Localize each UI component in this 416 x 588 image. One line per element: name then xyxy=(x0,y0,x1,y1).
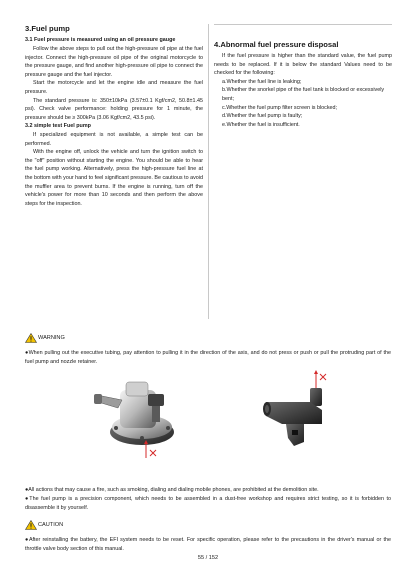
warning-bullet-no-fire: ●All actions that may cause a fire, such as smoking, dialing and dialing mobile phones, are prohibited at the demolition site. xyxy=(25,487,319,493)
warning-label-text: WARNING xyxy=(38,334,65,341)
paragraph-standard-pressure: The standard pressure is: 350±10kPa (3.57±0.1 Kgf/cm2, 50.8±1.45 psi). Check valve performance: holding pressure for 1 minute, the pressure should be ≥ 300kPa (3.06 Kgf/cm2, 43.5 psi). xyxy=(25,97,203,121)
fuel-pump-assembly-image xyxy=(92,372,184,460)
warning-bullet-pull-tubing: ●When pulling out the executive tubing, pay attention to pulling it in the direction of the axis, and do not press or push or pull the protruding part of the fuel pump and nozzle retainer. xyxy=(25,350,391,365)
page-number: 55 / 152 xyxy=(197,555,219,561)
warning-bullet-precision-component: ●The fuel pump is a precision component, which needs to be assembled in a dust-free workshop and requires strict testing, so it is forbidden to disassemble it by yourself. xyxy=(25,496,391,511)
subsection-title-pressure-gauge: 3.1 Fuel pressure is measured using an oil pressure gauge xyxy=(25,37,176,43)
right-column-top-rule xyxy=(214,24,392,25)
checklist xyxy=(214,78,392,130)
caution-label xyxy=(25,520,63,530)
column-divider xyxy=(208,24,209,319)
warning-triangle-icon xyxy=(25,333,37,343)
caution-label-text: CAUTION xyxy=(38,521,64,528)
subsection-title-simple-test: 3.2 simple test Fuel pump xyxy=(25,123,91,130)
paragraph-higher-than-standard: If the fuel pressure is higher than the standard value, the fuel pump needs to be replaced. If it is below the standard Values need to be checked for the following: xyxy=(214,53,392,77)
list-item: d.Whether the fuel pump is faulty; xyxy=(222,113,303,120)
paragraph-simple-test-steps: With the engine off, unlock the vehicle and turn the ignition switch to the "off" position without starting the engine. You should be able to hear the fuel pump working. Alternatively, press the high-pressure fuel line at the bottom with your hand to feel significant pressure. Be cautious to avoid the muffler area to prevent burns. If the engine is running, turn off the vehicle's power for more than 10 seconds and then perform the above steps for the inspection. xyxy=(25,149,203,207)
right-column xyxy=(214,24,392,129)
paragraph-no-equipment: If specialized equipment is not available, a simple test can be performed. xyxy=(25,131,203,147)
warning-label xyxy=(25,333,65,343)
nozzle-retainer-image xyxy=(258,368,342,452)
list-item: e.Whether the fuel is insufficient. xyxy=(222,121,300,128)
caution-bullet-reset-efi: ●After reinstalling the battery, the EFI system needs to be reset. For specific operation, please refer to the precautions in the driver's manual or the throttle valve body section of this manual. xyxy=(25,537,391,552)
list-item: c.Whether the fuel pump filter screen is blocked; xyxy=(222,104,338,111)
section-title-fuel-pump: 3.Fuel pump xyxy=(25,24,70,33)
section-title-abnormal-pressure: 4.Abnormal fuel pressure disposal xyxy=(214,40,339,49)
list-item: a.Whether the fuel line is leaking; xyxy=(222,78,302,85)
caution-triangle-icon xyxy=(25,520,37,530)
paragraph-pull-pipe: Follow the above steps to pull out the high-pressure oil pipe at the fuel injector. Connect the high-pressure oil pipe of the original motorcycle to the pressure gauge, and find another high-pressure oil pipe to connect the pressure gauge and the fuel injector. xyxy=(25,46,203,78)
left-column xyxy=(25,24,203,208)
list-item: b.Whether the snorkel pipe of the fuel tank is blocked or excessively bent; xyxy=(222,87,385,102)
paragraph-start-motorcycle: Start the motorcycle and let the engine idle and measure the fuel pressure. xyxy=(25,80,203,95)
